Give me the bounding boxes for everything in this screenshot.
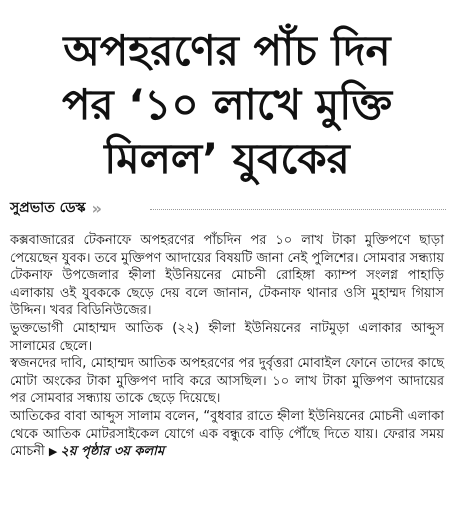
byline (10, 197, 102, 219)
headline-line-3: মিলল’ যুবকের (104, 134, 350, 183)
article-body (10, 232, 444, 461)
article-paragraph-3: স্বজনদের দাবি, মোহাম্মদ আতিক অপহরণের পর দুর্বৃত্তরা মোবাইল ফোনে তাদের কাছে মোটা অংকের টাকা মুক্তিপণ দাবি করে আসছিল। ১০ লাখ টাকা মুক্তিপণ আদায়ের পর সোমবার সন্ধ্যায় তাকে ছেড়ে দিয়েছে। (10, 356, 444, 407)
desk-name: সুপ্রভাত ডেস্ক (10, 200, 86, 216)
article-paragraph-1: কক্সবাজারের টেকনাফে অপহরণের পাঁচদিন পর ১০ লাখ টাকা মুক্তিপণে ছাড়া পেয়েছেন যুবক। তবে মুক্তিপণ আদায়ের বিষয়টি জানা নেই পুলিশের। সোমবার সন্ধ্যায় টেকনাফ উপজেলার হ্নীলা ইউনিয়নের মোচনী রোহিঙ্গা ক্যাম্প সংলগ্ন পাহাড়ি এলাকায় ওই যুবককে ছেড়ে দেয় বলে জানান, টেকনাফ থানার ওসি মুহাম্মদ গিয়াস উদ্দিন। খবর বিডিনিউজের। (10, 233, 444, 319)
play-arrow-icon: ▶ (48, 445, 58, 459)
headline-line-2: পর ‘১০ লাখে মুক্তি (61, 80, 393, 129)
continued-note (49, 444, 164, 459)
article-paragraph-4 (10, 408, 444, 461)
article-paragraph-4-text: আতিকের বাবা আব্দুস সালাম বলেন, “বুধবার রাতে হ্নীলা ইউনিয়নের মোচনী এলাকা থেকে আতিক মোটরসাইকেল যোগে এক বন্ধুকে বাড়ি পৌঁছে দিতে যায়। ফেরার সময় মোচনী (10, 408, 444, 460)
article-paragraph-2: ভুক্তভোগী মোহাম্মদ আতিক (২২) হ্নীলা ইউনিয়নের নাটমুড়া এলাকার আব্দুস সালামের ছেলে। (10, 320, 444, 354)
continued-text: ২য় পৃষ্ঠার ৩য় কলাম (60, 444, 165, 460)
chevron-right-icon: » (91, 198, 102, 218)
byline-divider (150, 209, 446, 210)
headline-line-1: অপহরণের পাঁচ দিন (63, 26, 391, 75)
headline (0, 24, 454, 186)
